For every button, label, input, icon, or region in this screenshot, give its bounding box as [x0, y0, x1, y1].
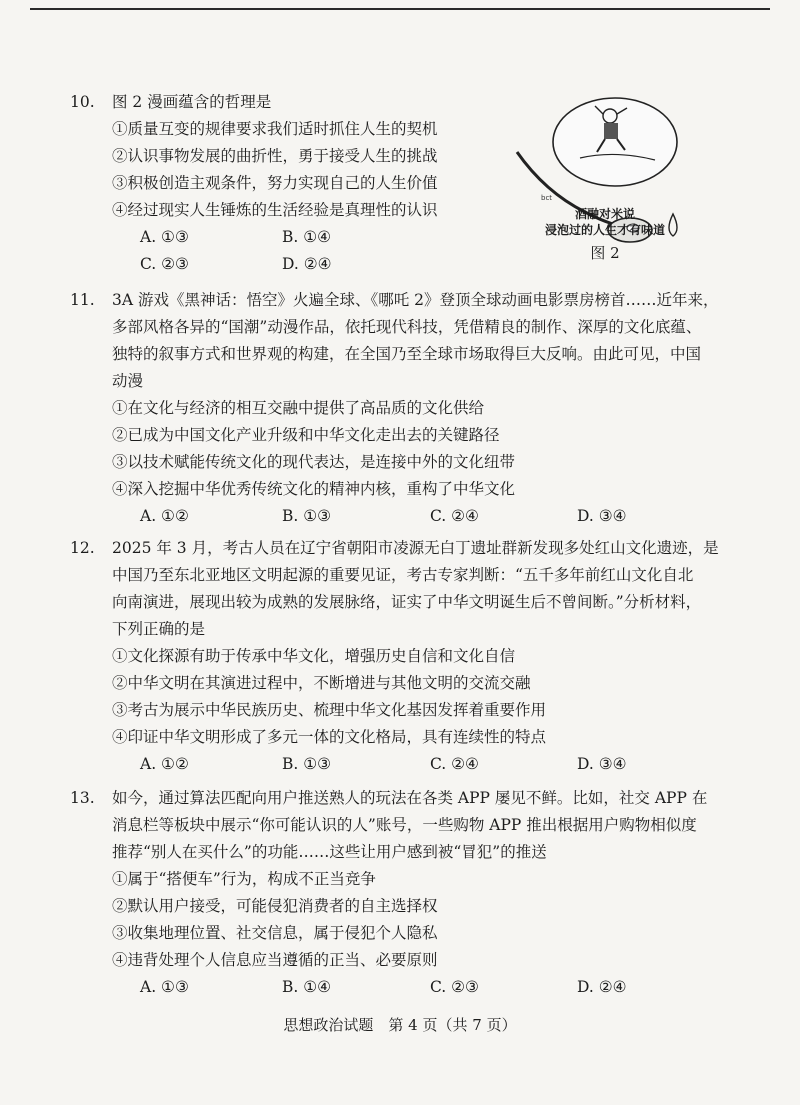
question-stem-line-3: 独特的叙事方式和世界观的构建，在全国乃至全球市场取得巨大反响。由此可见，中国 [112, 345, 702, 363]
question-stem-line-2: 中国乃至东北亚地区文明起源的重要见证，考古专家判断：“五千多年前红山文化自北 [112, 566, 694, 584]
option-a: A. ①② [140, 507, 189, 525]
option-d: D. ②④ [282, 255, 332, 273]
option-d: D. ③④ [577, 507, 627, 525]
question-13 [70, 785, 724, 1001]
page-footer: 思想政治试题 第 4 页（共 7 页） [283, 1016, 517, 1034]
option-b: B. ①④ [282, 228, 332, 246]
question-number: 13. [70, 789, 95, 807]
option-c: C. ②④ [430, 755, 479, 773]
option-c: C. ②③ [140, 255, 189, 273]
option-row [112, 503, 724, 530]
question-stem-line-1: 如今，通过算法匹配向用户推送熟人的玩法在各类 APP 屡见不鲜。比如，社交 APP 在 [112, 789, 708, 807]
question-stem-line-3: 向南演进，展现出较为成熟的发展脉络，证实了中华文明诞生后不曾间断。”分析材料， [112, 593, 702, 611]
statement-3: ③收集地理位置、社交信息，属于侵犯个人隐私 [112, 924, 438, 942]
question-stem-line-1: 2025 年 3 月，考古人员在辽宁省朝阳市凌源无白丁遗址群新发现多处红山文化遗迹，是 [112, 539, 719, 557]
figure-caption-line-2: 浸泡过的人生才有味道 [544, 223, 665, 237]
option-c: C. ②④ [430, 507, 479, 525]
option-b: B. ①③ [282, 755, 332, 773]
option-row-2 [112, 251, 512, 278]
option-a: A. ①③ [140, 978, 189, 996]
question-stem-line-1: 3A 游戏《黑神话：悟空》火遍全球、《哪吒 2》登顶全球动画电影票房榜首……近年来， [112, 291, 719, 309]
option-d: D. ②④ [577, 978, 627, 996]
top-border-line [30, 8, 770, 10]
option-row [112, 751, 724, 778]
option-b: B. ①④ [282, 978, 332, 996]
option-row-1 [112, 224, 512, 251]
question-stem: 图 2 漫画蕴含的哲理是 [112, 93, 272, 111]
statement-4: ④印证中华文明形成了多元一体的文化格局，具有连续性的特点 [112, 728, 547, 746]
figure-caption-line-1: 酒融对米说 [574, 207, 635, 221]
question-number: 10. [70, 93, 95, 111]
statement-1: ①属于“搭便车”行为，构成不正当竞争 [112, 870, 376, 888]
statement-4: ④经过现实人生锤炼的生活经验是真理性的认识 [112, 201, 438, 219]
question-number: 12. [70, 539, 95, 557]
statement-1: ①文化探源有助于传承中华文化，增强历史自信和文化自信 [112, 647, 516, 665]
statement-4: ④深入挖掘中华优秀传统文化的精神内核，重构了中华文化 [112, 480, 516, 498]
option-row [112, 974, 724, 1001]
question-11 [70, 287, 724, 530]
option-c: C. ②③ [430, 978, 479, 996]
question-stem-line-2: 多部风格各异的“国潮”动漫作品，依托现代科技，凭借精良的制作、深厚的文化底蕴、 [112, 318, 702, 336]
question-stem-line-4: 下列正确的是 [112, 620, 206, 638]
statement-4: ④违背处理个人信息应当遵循的正当、必要原则 [112, 951, 438, 969]
figure-label: 图 2 [590, 244, 620, 262]
option-a: A. ①② [140, 755, 189, 773]
question-stem-line-2: 消息栏等板块中展示“你可能认识的人”账号，一些购物 APP 推出根据用户购物相似度 [112, 816, 697, 834]
statement-2: ②中华文明在其演进过程中，不断增进与其他文明的交流交融 [112, 674, 531, 692]
question-number: 11. [70, 291, 95, 309]
statement-1: ①在文化与经济的相互交融中提供了高品质的文化供给 [112, 399, 485, 417]
question-10 [70, 89, 512, 278]
statement-3: ③以技术赋能传统文化的现代表达，是连接中外的文化纽带 [112, 453, 516, 471]
option-a: A. ①③ [140, 228, 189, 246]
statement-2: ②认识事物发展的曲折性，勇于接受人生的挑战 [112, 147, 438, 165]
question-12 [70, 535, 724, 778]
question-stem-line-4: 动漫 [112, 372, 144, 390]
statement-3: ③考古为展示中华民族历史、梳理中华文化基因发挥着重要作用 [112, 701, 547, 719]
statement-1: ①质量互变的规律要求我们适时抓住人生的契机 [112, 120, 438, 138]
statement-2: ②默认用户接受，可能侵犯消费者的自主选择权 [112, 897, 438, 915]
option-d: D. ③④ [577, 755, 627, 773]
statement-3: ③积极创造主观条件，努力实现自己的人生价值 [112, 174, 438, 192]
statement-2: ②已成为中国文化产业升级和中华文化走出去的关键路径 [112, 426, 500, 444]
question-stem-line-3: 推荐“别人在买什么”的功能……这些让用户感到被“冒犯”的推送 [112, 843, 547, 861]
option-b: B. ①③ [282, 507, 332, 525]
svg-text:bct: bct [541, 194, 553, 202]
